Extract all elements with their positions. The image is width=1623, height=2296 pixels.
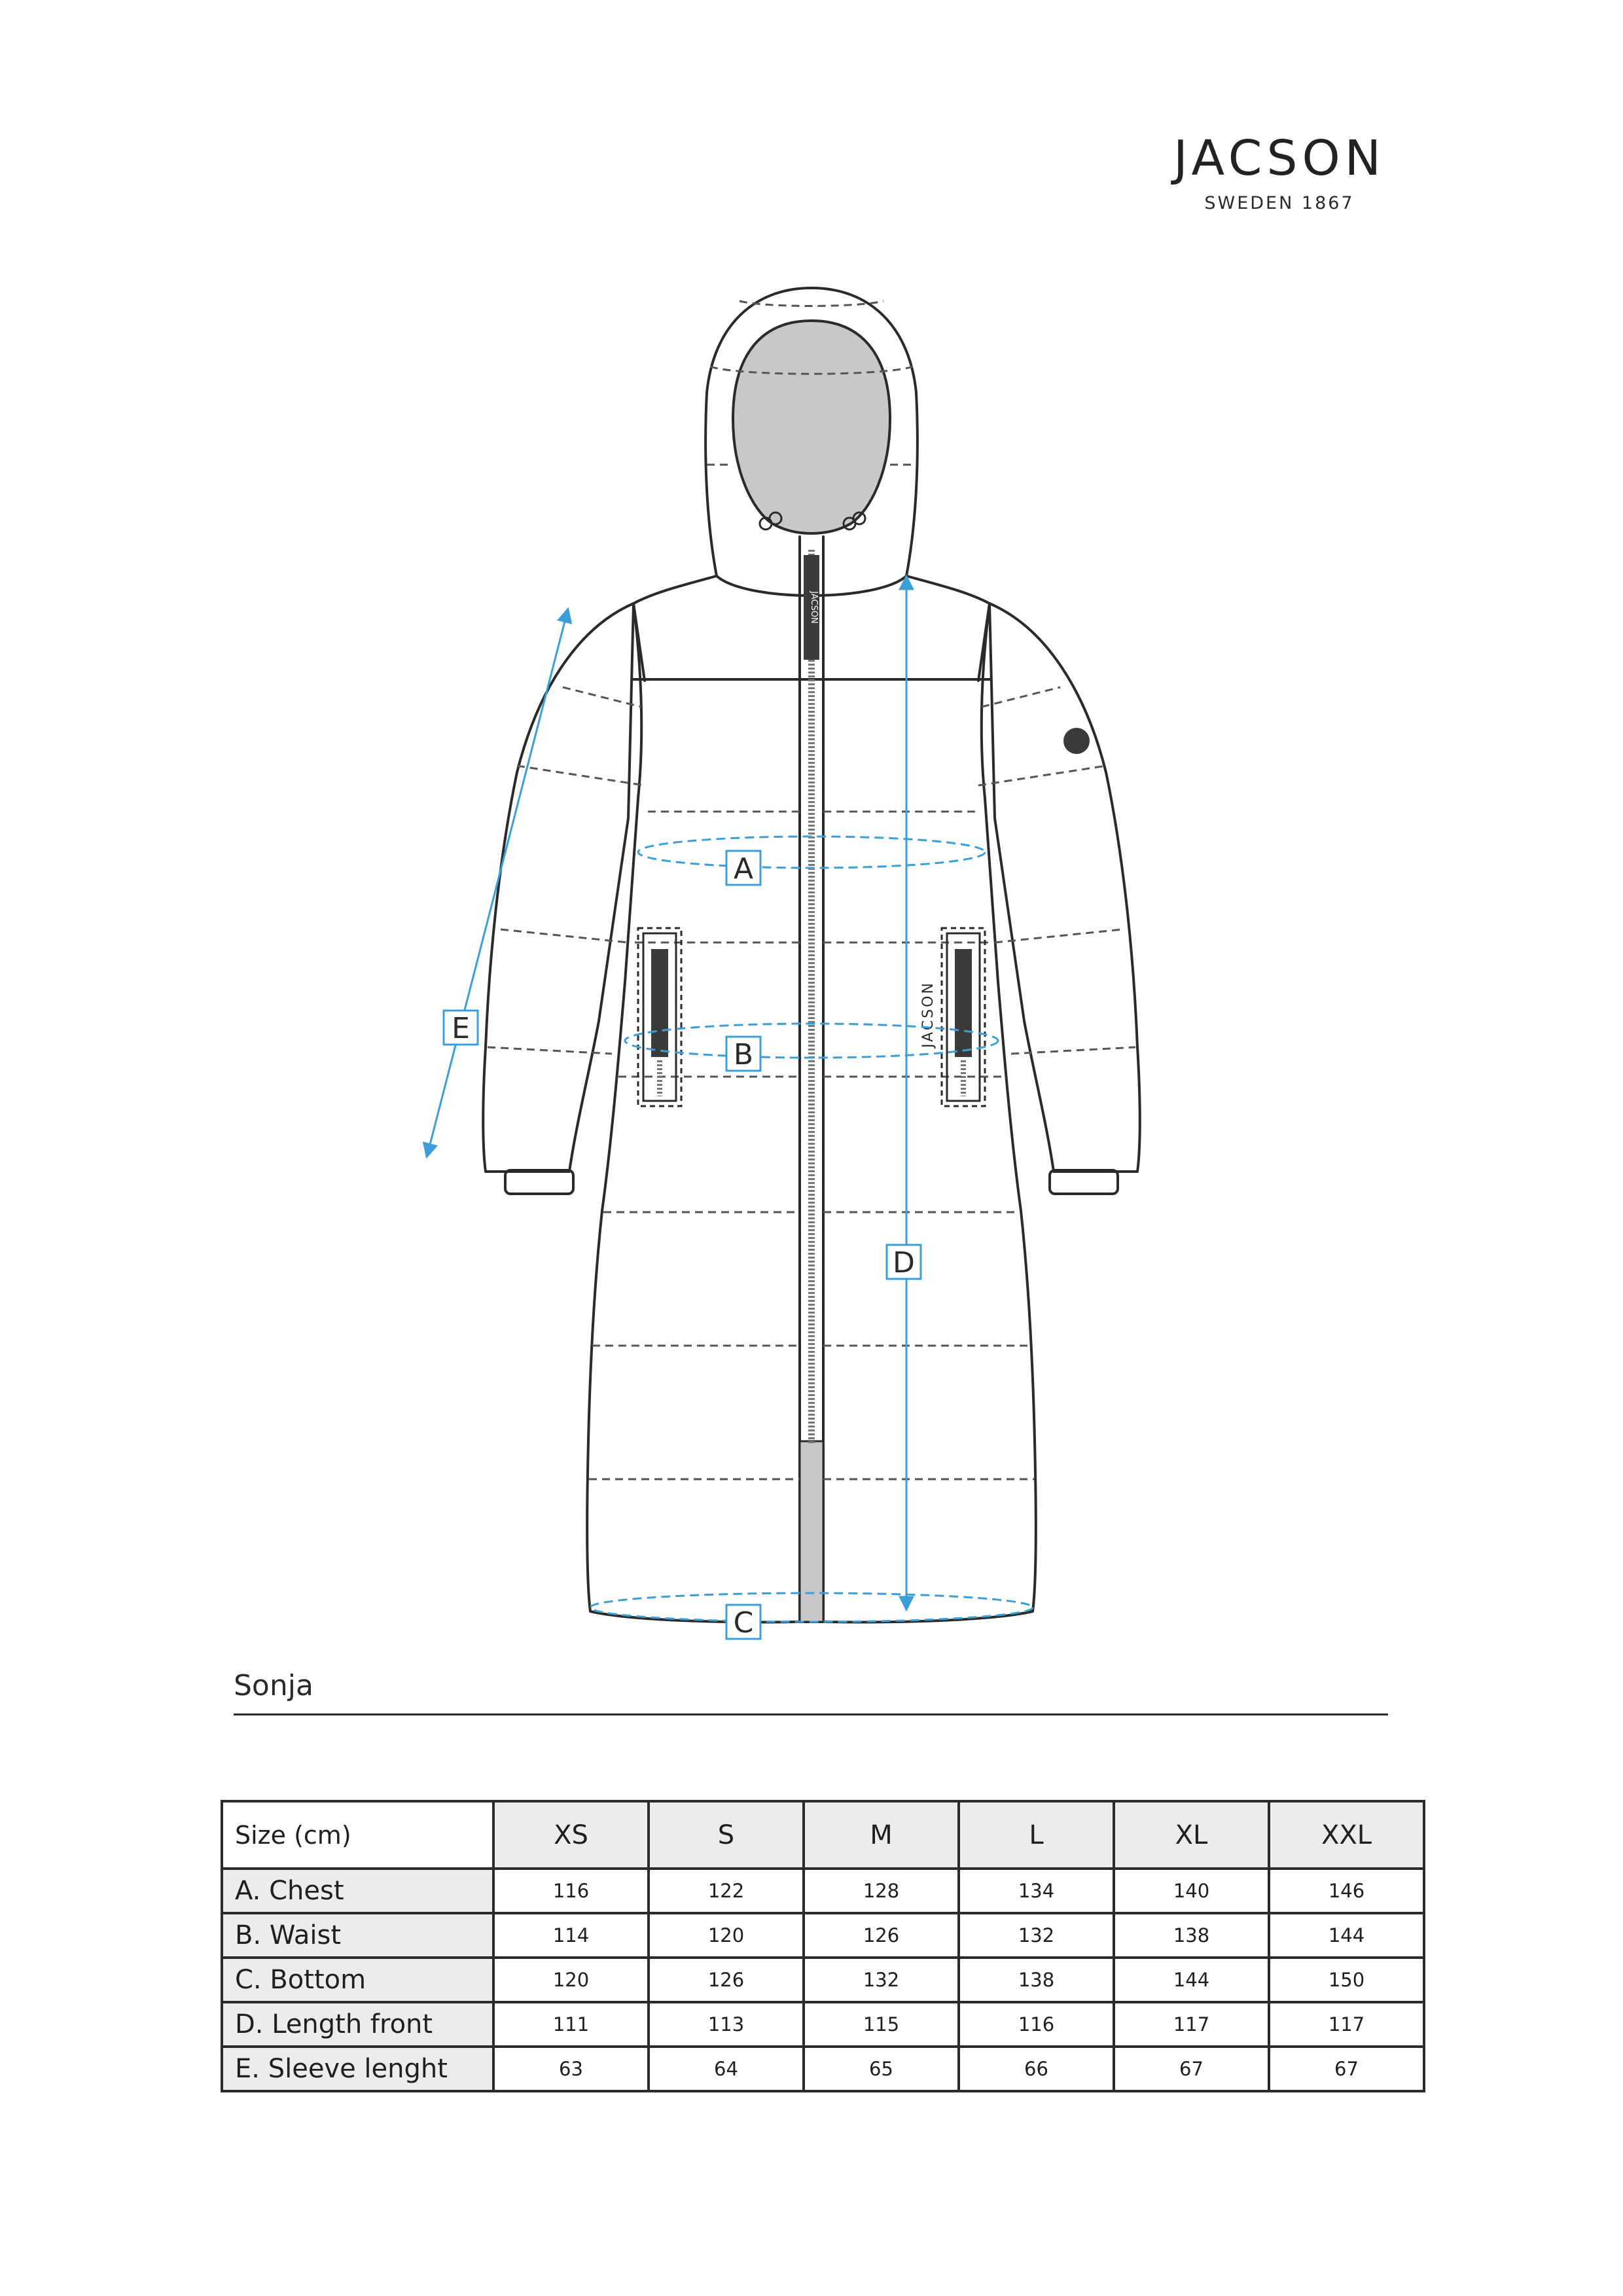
table-cell: 117	[1269, 2002, 1424, 2047]
table-row	[222, 1958, 1424, 2002]
brand-name: JACSON	[1173, 130, 1386, 187]
table-cell: 120	[493, 1958, 649, 2002]
table-cell: 132	[959, 1913, 1114, 1958]
table-cell: 126	[804, 1913, 959, 1958]
table-cell: 67	[1269, 2047, 1424, 2091]
table-cell: 66	[959, 2047, 1114, 2091]
table-cell: 144	[1114, 1958, 1269, 2002]
table-cell: 134	[959, 1869, 1114, 1913]
table-cell: 144	[1269, 1913, 1424, 1958]
table-cell: 150	[1269, 1958, 1424, 2002]
table-row	[222, 2047, 1424, 2091]
measure-e-line	[427, 609, 568, 1157]
size-xs: XS	[493, 1801, 649, 1869]
size-l: L	[959, 1801, 1114, 1869]
table-row	[222, 1913, 1424, 1958]
marker-b: B	[733, 1038, 754, 1071]
size-header-row	[222, 1801, 1424, 1869]
table-cell: 117	[1114, 2002, 1269, 2047]
table-cell: 113	[649, 2002, 804, 2047]
table-cell: 128	[804, 1869, 959, 1913]
table-cell: 64	[649, 2047, 804, 2091]
size-header-label: Size (cm)	[222, 1801, 493, 1869]
table-row	[222, 2002, 1424, 2047]
table-cell: 122	[649, 1869, 804, 1913]
table-cell: 63	[493, 2047, 649, 2091]
table-cell: 111	[493, 2002, 649, 2047]
size-xxl: XXL	[1269, 1801, 1424, 1869]
table-cell: 138	[959, 1958, 1114, 2002]
table-cell: 126	[649, 1958, 804, 2002]
marker-a: A	[733, 852, 754, 886]
right-cuff	[1050, 1170, 1118, 1194]
row-label: D. Length front	[222, 2002, 493, 2047]
pocket-tag-text: JACSON	[920, 981, 936, 1048]
table-cell: 67	[1114, 2047, 1269, 2091]
left-cuff	[505, 1170, 573, 1194]
table-cell: 116	[959, 2002, 1114, 2047]
sleeve-badge	[1063, 728, 1090, 754]
size-table	[221, 1800, 1425, 2092]
size-m: M	[804, 1801, 959, 1869]
marker-e: E	[452, 1012, 470, 1045]
table-cell: 140	[1114, 1869, 1269, 1913]
title-divider	[234, 1713, 1388, 1715]
table-cell: 120	[649, 1913, 804, 1958]
right-sleeve	[990, 603, 1140, 1172]
size-s: S	[649, 1801, 804, 1869]
marker-c: C	[733, 1606, 754, 1640]
hem-lining	[800, 1441, 823, 1622]
table-cell: 146	[1269, 1869, 1424, 1913]
row-label: C. Bottom	[222, 1958, 493, 2002]
row-label: A. Chest	[222, 1869, 493, 1913]
table-cell: 116	[493, 1869, 649, 1913]
marker-d: D	[893, 1246, 915, 1280]
table-cell: 115	[804, 2002, 959, 2047]
table-cell: 132	[804, 1958, 959, 2002]
size-xl: XL	[1114, 1801, 1269, 1869]
left-sleeve	[483, 603, 633, 1172]
row-label: B. Waist	[222, 1913, 493, 1958]
product-title: Sonja	[234, 1669, 313, 1702]
brand-tagline: SWEDEN 1867	[1204, 193, 1355, 213]
table-cell: 114	[493, 1913, 649, 1958]
table-row	[222, 1869, 1424, 1913]
table-cell: 138	[1114, 1913, 1269, 1958]
zipper-tag-text: JACSON	[809, 591, 819, 624]
table-cell: 65	[804, 2047, 959, 2091]
hood-opening	[733, 321, 890, 533]
row-label: E. Sleeve lenght	[222, 2047, 493, 2091]
